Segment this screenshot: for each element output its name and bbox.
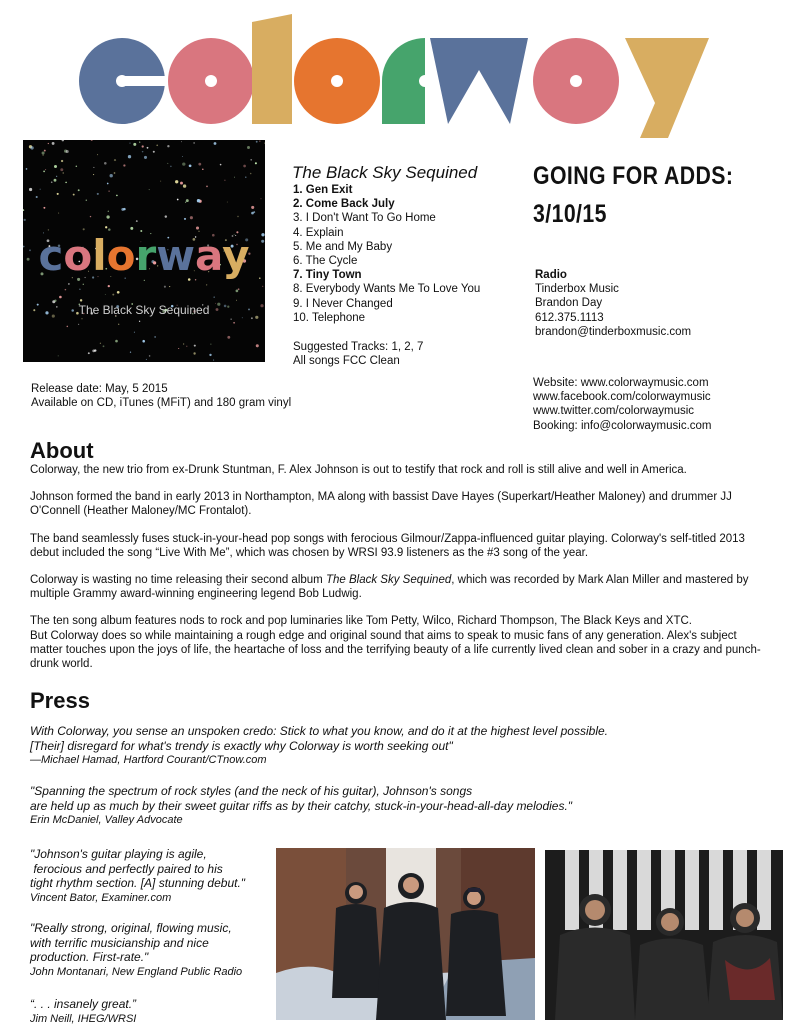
cover-star [251, 212, 254, 215]
cover-star [189, 164, 192, 167]
cover-star [93, 174, 94, 175]
cover-star [88, 352, 90, 354]
cover-star [250, 173, 252, 175]
cover-star [146, 359, 147, 360]
logo-letter-o2 [294, 38, 380, 124]
cover-star [54, 179, 57, 182]
cover-star [256, 344, 259, 347]
album-cover [23, 140, 265, 362]
cover-star [186, 199, 189, 202]
press-quote-5 [30, 997, 275, 1026]
cover-star [40, 189, 41, 190]
cover-star [139, 141, 140, 142]
press-quote-4 [30, 921, 275, 979]
logo-letter-c [79, 38, 168, 124]
cover-star [86, 199, 87, 200]
cover-star [196, 226, 199, 229]
track-item: 2. Come Back July [293, 198, 395, 211]
cover-star [43, 207, 45, 209]
cover-star [231, 319, 232, 320]
cover-star [130, 352, 131, 353]
cover-star [220, 164, 222, 166]
track-item: 10. Telephone [293, 311, 366, 324]
cover-star [262, 286, 263, 287]
quote-source: John Montanari, New England Public Radio [30, 965, 243, 978]
cover-star [193, 352, 195, 354]
press-heading: Press [30, 688, 90, 713]
cover-star [186, 346, 187, 347]
cover-star [149, 355, 151, 357]
cover-star [58, 213, 59, 214]
cover-star [202, 169, 204, 171]
cover-star [108, 211, 109, 212]
cover-star [164, 286, 166, 288]
cover-star [190, 216, 193, 219]
website-link[interactable]: Website: www.colorwaymusic.com [533, 377, 709, 389]
cover-star [183, 343, 184, 344]
cover-star [251, 206, 254, 209]
cover-star [43, 171, 45, 173]
track-item: 4. Explain [293, 226, 344, 239]
cover-star [178, 348, 179, 349]
cover-star [123, 208, 126, 211]
quote-source: Jim Neill, IHEG/WRSI [30, 1012, 137, 1025]
cover-star [261, 233, 264, 236]
press-quote-2 [30, 784, 750, 828]
album-title: The Black Sky Sequined [292, 163, 478, 182]
quote-line: With Colorway, you sense an unspoken credo: Stick to what you know, and do it at the highest level possible. [30, 724, 608, 738]
cover-star [114, 172, 116, 174]
cover-star [147, 147, 149, 149]
cover-star [167, 163, 168, 164]
cover-star [233, 322, 235, 324]
cover-star [105, 294, 106, 295]
adds-heading: GOING FOR ADDS: [533, 162, 734, 190]
cover-star [112, 294, 114, 296]
logo-letter-y [625, 38, 709, 138]
cover-star [247, 146, 250, 149]
cover-star [184, 218, 186, 220]
cover-star [213, 296, 215, 298]
cover-star [54, 165, 57, 168]
cover-star [194, 345, 196, 347]
cover-star [130, 227, 133, 230]
going-for-adds [533, 157, 733, 233]
about-paragraph-4 [30, 573, 770, 601]
quote-line: production. First-rate." [30, 950, 149, 964]
cover-star [73, 194, 75, 196]
cover-star [256, 141, 258, 143]
band-photo-alley [276, 848, 535, 1020]
cover-star [242, 317, 243, 318]
cover-star [142, 340, 145, 343]
cover-star [62, 140, 64, 141]
cover-star [36, 196, 38, 198]
press-quote-3 [30, 847, 275, 905]
cover-star [60, 168, 63, 171]
cover-star [56, 176, 57, 177]
quote-line: with terrific musicianship and nice [30, 935, 209, 950]
facebook-link[interactable]: www.facebook.com/colorwaymusic [533, 391, 711, 404]
colorway-logo [0, 0, 800, 140]
cover-star [130, 143, 131, 144]
adds-date: 3/10/15 [533, 200, 607, 228]
logo-letter-a [533, 38, 619, 124]
cover-star [261, 240, 264, 243]
cover-star [169, 286, 170, 287]
cover-star [115, 340, 118, 343]
cover-star [24, 219, 26, 221]
cover-star [206, 284, 207, 285]
cover-star [261, 198, 262, 199]
about-body [30, 463, 770, 684]
about-p5-line2: But Colorway does so while maintaining a rough edge and original sound that aims to speak to music fans of any generation. Alex's subject matter touches upon the joys of life, the heartache of loss and the terrifying beauty of a life currently lived clean and sober in a crazy and punch-drunk world. [30, 629, 761, 671]
cover-star [209, 354, 211, 356]
cover-star [198, 163, 201, 166]
track-item: 3. I Don't Want To Go Home [293, 212, 436, 225]
cover-star [90, 216, 91, 217]
cover-star [23, 209, 24, 211]
cover-star [104, 162, 107, 165]
cover-star [67, 326, 69, 328]
cover-star [128, 155, 131, 158]
cover-star [93, 167, 94, 168]
cover-star [61, 160, 63, 162]
track-item: 6. The Cycle [293, 255, 358, 268]
track-item: 8. Everybody Wants Me To Love You [293, 283, 481, 296]
cover-star [144, 156, 147, 159]
cover-star [97, 154, 98, 155]
cover-star [193, 142, 194, 143]
cover-star [133, 143, 136, 146]
logo-letter-r [382, 38, 431, 124]
cover-star [92, 350, 95, 353]
release-date: Release date: May, 5 2015 [31, 383, 168, 395]
twitter-link[interactable]: www.twitter.com/colorwaymusic [533, 405, 695, 418]
cover-star [44, 150, 46, 152]
press-quote-1 [30, 724, 750, 768]
about-paragraph-3: The band seamlessly fuses stuck-in-your-head pop songs with ferocious Gilmour/Zappa-influenced guitar playing. Colorway's self-titled 2013 debut included the song “Live With Me”, which was chosen by WRSI 93.9 listeners as the #3 song of the year. [30, 532, 745, 559]
cover-star [45, 169, 46, 170]
logo-letter-w [430, 38, 528, 124]
cover-star [48, 143, 49, 144]
cover-star [142, 145, 144, 147]
cover-star [114, 159, 116, 161]
cover-star [58, 355, 59, 356]
cover-star [206, 186, 208, 188]
about-p4-album-title: The Black Sky Sequined [325, 574, 452, 587]
radio-heading: Radio [535, 269, 567, 281]
cover-star [66, 150, 69, 153]
cover-star [54, 300, 56, 302]
cover-star [97, 193, 99, 195]
cover-star [214, 142, 217, 145]
cover-star [259, 141, 260, 142]
quote-line: “. . . insanely great.” [30, 997, 137, 1011]
cover-star [80, 299, 82, 301]
cover-star [227, 336, 230, 339]
cover-star [30, 146, 33, 149]
cover-star [139, 321, 140, 322]
cover-star [182, 162, 185, 165]
cover-star [29, 188, 32, 191]
cover-star [78, 189, 80, 191]
about-p4-end: , which was recorded by Mark Alan Miller and mastered by multiple Grammy award-winning engineering legend Bob Ludwig. [30, 574, 749, 601]
cover-star [156, 144, 158, 146]
cover-star [134, 332, 135, 333]
cover-star [183, 184, 186, 187]
release-info [31, 382, 291, 410]
track-item: 5. Me and My Baby [293, 240, 393, 253]
quote-line: [Their] disregard for what's trendy is exactly why Colorway is worth seeking out" [30, 738, 453, 753]
cover-star [100, 343, 101, 344]
release-formats: Available on CD, iTunes (MFiT) and 180 gram vinyl [31, 397, 292, 409]
cover-star [23, 246, 25, 248]
cover-star [177, 199, 179, 201]
cover-star [105, 226, 107, 228]
track-item: 1. Gen Exit [293, 184, 353, 196]
cover-star [236, 300, 237, 301]
cover-star [65, 289, 67, 291]
logo-letter-l [252, 14, 292, 124]
cover-star [42, 155, 43, 156]
cover-star [236, 290, 239, 293]
cover-star [26, 168, 28, 170]
radio-email[interactable]: brandon@tinderboxmusic.com [535, 325, 692, 338]
cover-star [243, 165, 246, 168]
cover-star [245, 177, 246, 178]
cover-star [107, 183, 109, 185]
quote-line: ferocious and perfectly paired to his [30, 861, 223, 876]
cover-star [181, 141, 182, 142]
radio-name: Brandon Day [535, 297, 603, 310]
cover-star [79, 289, 80, 290]
cover-star [81, 318, 82, 319]
cover-star [63, 172, 64, 173]
cover-star [52, 142, 55, 145]
quote-line: tight rhythm section. [A] stunning debut." [30, 876, 246, 890]
cover-star [51, 181, 53, 183]
band-photo-window [545, 850, 783, 1020]
cover-star [29, 249, 31, 251]
cover-star [185, 202, 186, 203]
radio-company: Tinderbox Music [535, 283, 619, 296]
cover-star [167, 145, 169, 147]
about-heading: About [30, 438, 94, 463]
quote-source: —Michael Hamad, Hartford Courant/CTnow.com [30, 754, 267, 766]
cover-star [142, 151, 144, 153]
cover-star [182, 156, 183, 157]
fcc-line: All songs FCC Clean [293, 355, 400, 367]
cover-star [108, 190, 110, 192]
cover-star [259, 277, 260, 278]
quote-line: "Spanning the spectrum of rock styles (and the neck of his guitar), Johnson's songs [30, 784, 473, 798]
cover-star [213, 360, 214, 361]
cover-star [59, 296, 62, 299]
suggested-tracks [293, 340, 423, 368]
quote-line: are held up as much by their sweet guitar riffs as by their catchy, stuck-in-your-head-all-day melodies." [30, 798, 573, 813]
cover-star [91, 140, 93, 141]
cover-logo-text: colorway [38, 231, 250, 280]
cover-star [153, 151, 155, 153]
radio-contact [535, 268, 691, 339]
cover-star [197, 199, 200, 202]
cover-star [83, 284, 84, 285]
cover-star [136, 220, 138, 222]
cover-star [175, 180, 178, 183]
about-paragraph-1: Colorway, the new trio from ex-Drunk Stuntman, F. Alex Johnson is out to testify that rock and roll is still alive and well in America. [30, 464, 687, 476]
cover-star [103, 345, 105, 347]
quote-line: "Johnson's guitar playing is agile, [30, 847, 207, 861]
cover-star [234, 177, 235, 178]
cover-star [170, 166, 171, 167]
suggested-line: Suggested Tracks: 1, 2, 7 [293, 341, 424, 353]
cover-star [108, 285, 110, 287]
quote-source: Erin McDaniel, Valley Advocate [30, 814, 183, 826]
track-item: 9. I Never Changed [293, 297, 393, 310]
cover-star [78, 324, 79, 325]
about-paragraph-2: Johnson formed the band in early 2013 in Northampton, MA along with bassist Dave Hayes (Superkart/Heather Maloney) and drummer JJ O'Connell (Heather Maloney/MC Frontalot). [30, 491, 732, 518]
cover-star [65, 182, 67, 184]
quote-line: "Really strong, original, flowing music, [30, 921, 232, 935]
cover-star [255, 162, 257, 164]
cover-subtitle: The Black Sky Sequined [78, 303, 210, 317]
cover-star [149, 189, 150, 190]
track-item: 7. Tiny Town [293, 269, 362, 282]
cover-star [210, 344, 211, 345]
cover-star [68, 283, 69, 284]
cover-star [224, 180, 225, 181]
cover-star [154, 336, 155, 337]
cover-star [57, 193, 59, 195]
track-list [293, 183, 480, 325]
cover-star [116, 195, 118, 197]
cover-star [264, 143, 265, 144]
cover-star [76, 166, 78, 168]
cover-star [118, 324, 119, 325]
cover-star [117, 291, 120, 294]
album-cover-art [23, 140, 265, 362]
quote-source: Vincent Bator, Examiner.com [30, 891, 172, 904]
radio-phone: 612.375.1113 [535, 311, 604, 324]
cover-star [227, 202, 228, 203]
about-p5-line1: The ten song album features nods to rock and pop luminaries like Tom Petty, Wilco, Richard Thompson, The Black Keys and XTC. [30, 615, 692, 628]
web-links [533, 376, 712, 433]
cover-star [251, 317, 253, 319]
cover-star [250, 159, 252, 161]
about-paragraph-5 [30, 614, 770, 671]
about-p4-start: Colorway is wasting no time releasing their second album [30, 574, 326, 587]
cover-star [165, 215, 167, 217]
cover-star [160, 181, 161, 182]
cover-star [42, 151, 45, 154]
cover-star [180, 182, 183, 185]
cover-star [27, 258, 30, 261]
cover-star [238, 288, 240, 290]
cover-star [237, 216, 238, 217]
logo-letter-o1 [168, 38, 254, 124]
booking-link[interactable]: Booking: info@colorwaymusic.com [533, 419, 712, 432]
cover-star [110, 174, 113, 177]
cover-star [123, 164, 125, 166]
cover-star [106, 215, 109, 218]
